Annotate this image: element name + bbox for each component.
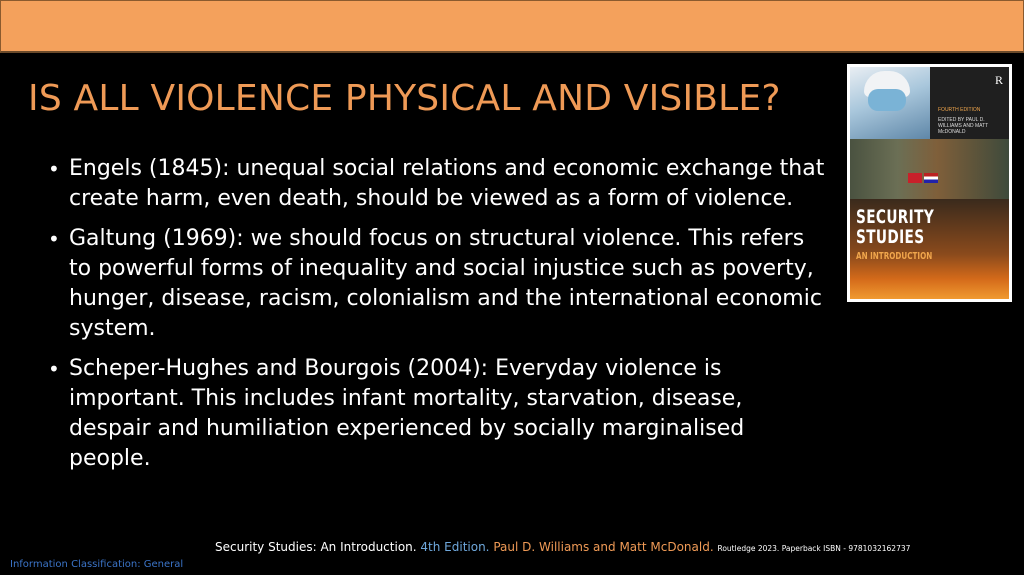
citation-publisher: Routledge 2023. Paperback ISBN - 9781032162737	[717, 544, 911, 553]
cover-edition: FOURTH EDITION	[938, 107, 981, 113]
bullet-dot-icon: •	[48, 227, 60, 251]
classification-label: Information Classification: General	[10, 559, 184, 570]
publisher-logo-icon: R	[994, 73, 1003, 87]
bullet-item-scheper-hughes	[46, 354, 826, 474]
bullet-item-galtung	[46, 224, 826, 344]
cover-edition-panel	[930, 67, 1009, 139]
citation-authors: Paul D. Williams and Matt McDonald.	[493, 540, 714, 554]
slide-title: IS ALL VIOLENCE PHYSICAL AND VISIBLE?	[28, 78, 781, 119]
book-cover-image	[847, 64, 1012, 302]
citation-edition: 4th Edition.	[420, 540, 490, 554]
cover-subtitle: AN INTRODUCTION	[856, 251, 933, 262]
bullet-dot-icon: •	[48, 357, 60, 381]
bullet-dot-icon: •	[48, 157, 60, 181]
book-citation	[215, 540, 910, 554]
bullet-text: Scheper-Hughes and Bourgois (2004): Everyday violence is important. This includes infant mortality, starvation, disease, despair and humiliation experienced by socially marginalised people.	[69, 356, 745, 471]
bullet-text: Engels (1845): unequal social relations and economic exchange that create harm, even death, should be viewed as a form of violence.	[69, 156, 825, 211]
citation-title: Security Studies: An Introduction.	[215, 540, 417, 554]
bullet-text: Galtung (1969): we should focus on structural violence. This refers to powerful forms of inequality and social injustice such as poverty, hunger, disease, racism, colonialism and the international economic system.	[69, 226, 822, 341]
cover-editors: EDITED BY PAUL D. WILLIAMS AND MATT McDONALD	[938, 117, 989, 135]
cover-photo-medical	[850, 67, 930, 139]
cover-title: SECURITY STUDIES	[856, 206, 935, 248]
bullet-item-engels	[46, 154, 826, 214]
cover-photo-meeting	[850, 139, 1009, 199]
bullet-list	[46, 154, 826, 484]
top-banner	[0, 0, 1024, 53]
